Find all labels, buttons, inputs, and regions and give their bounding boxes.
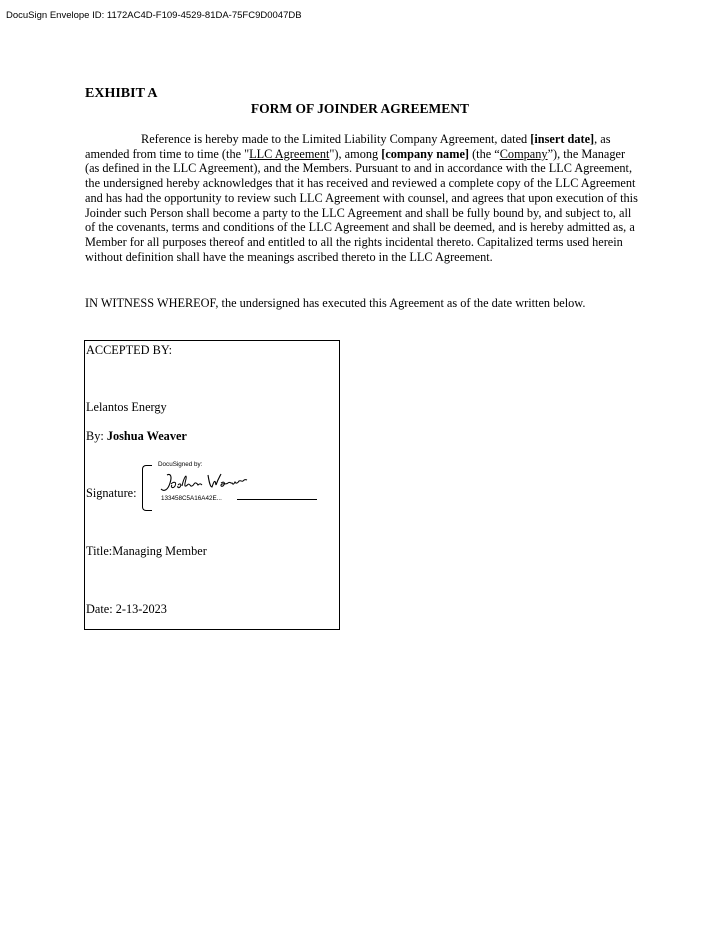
signature-line	[237, 499, 317, 500]
acceptance-box	[84, 340, 340, 630]
title-line: Title:Managing Member	[86, 544, 207, 558]
llc-agreement-term: LLC Agreement	[249, 146, 330, 161]
paragraph-text: ”), the Manager (as defined in the LLC Agreement), and the Members. Pursuant to and in accordance with the LLC Agreement, the undersigned hereby acknowledges that it has received and reviewed a complete copy of the LLC Agreement and has had the opportunity to review such LLC Agreement with counsel, and agrees that upon execution of this Joinder such Person shall become a party to the LLC Agreement and shall be fully bound by, and subject to, all of the covenants, terms and conditions of the LLC Agreement and shall be deemed, and is hereby admitted as, a Member for all purposes thereof and entitled to all the rights incidental thereto. Capitalized terms used herein without definition shall have the meanings ascribed thereto in the LLC Agreement.	[85, 146, 638, 264]
exhibit-label: EXHIBIT A	[85, 86, 158, 101]
docusign-envelope-id: DocuSign Envelope ID: 1172AC4D-F109-4529-81DA-75FC9D0047DB	[6, 10, 302, 21]
date-line: Date: 2-13-2023	[86, 602, 167, 616]
by-line	[86, 429, 187, 444]
docusigned-by-label: DocuSigned by:	[158, 461, 203, 468]
form-title-text: FORM OF JOINDER AGREEMENT	[250, 101, 470, 116]
handwritten-signature[interactable]	[153, 469, 263, 497]
paragraph-text: , as amended from time to time (the "	[85, 132, 611, 161]
by-name: Joshua Weaver	[106, 429, 187, 443]
witness-statement: IN WITNESS WHEREOF, the undersigned has executed this Agreement as of the date written below.	[85, 296, 586, 310]
paragraph-text: Reference is hereby made to the Limited Liability Company Agreement, dated	[141, 132, 531, 146]
reference-paragraph	[85, 132, 640, 264]
paragraph-text: "), among	[329, 146, 382, 161]
signature-label: Signature:	[86, 486, 137, 500]
insert-date-placeholder: [insert date]	[530, 132, 595, 146]
company-name-placeholder: [company name]	[381, 146, 469, 161]
paragraph-text: (the “	[469, 146, 500, 161]
by-label: By:	[86, 429, 107, 443]
form-title	[0, 101, 720, 117]
accepted-by-label: ACCEPTED BY:	[86, 343, 172, 357]
signature-hash: 133458C5A16A42E...	[161, 495, 222, 502]
company-term: Company	[499, 146, 548, 161]
entity-name: Lelantos Energy	[86, 400, 167, 414]
docusign-bracket	[142, 465, 152, 511]
